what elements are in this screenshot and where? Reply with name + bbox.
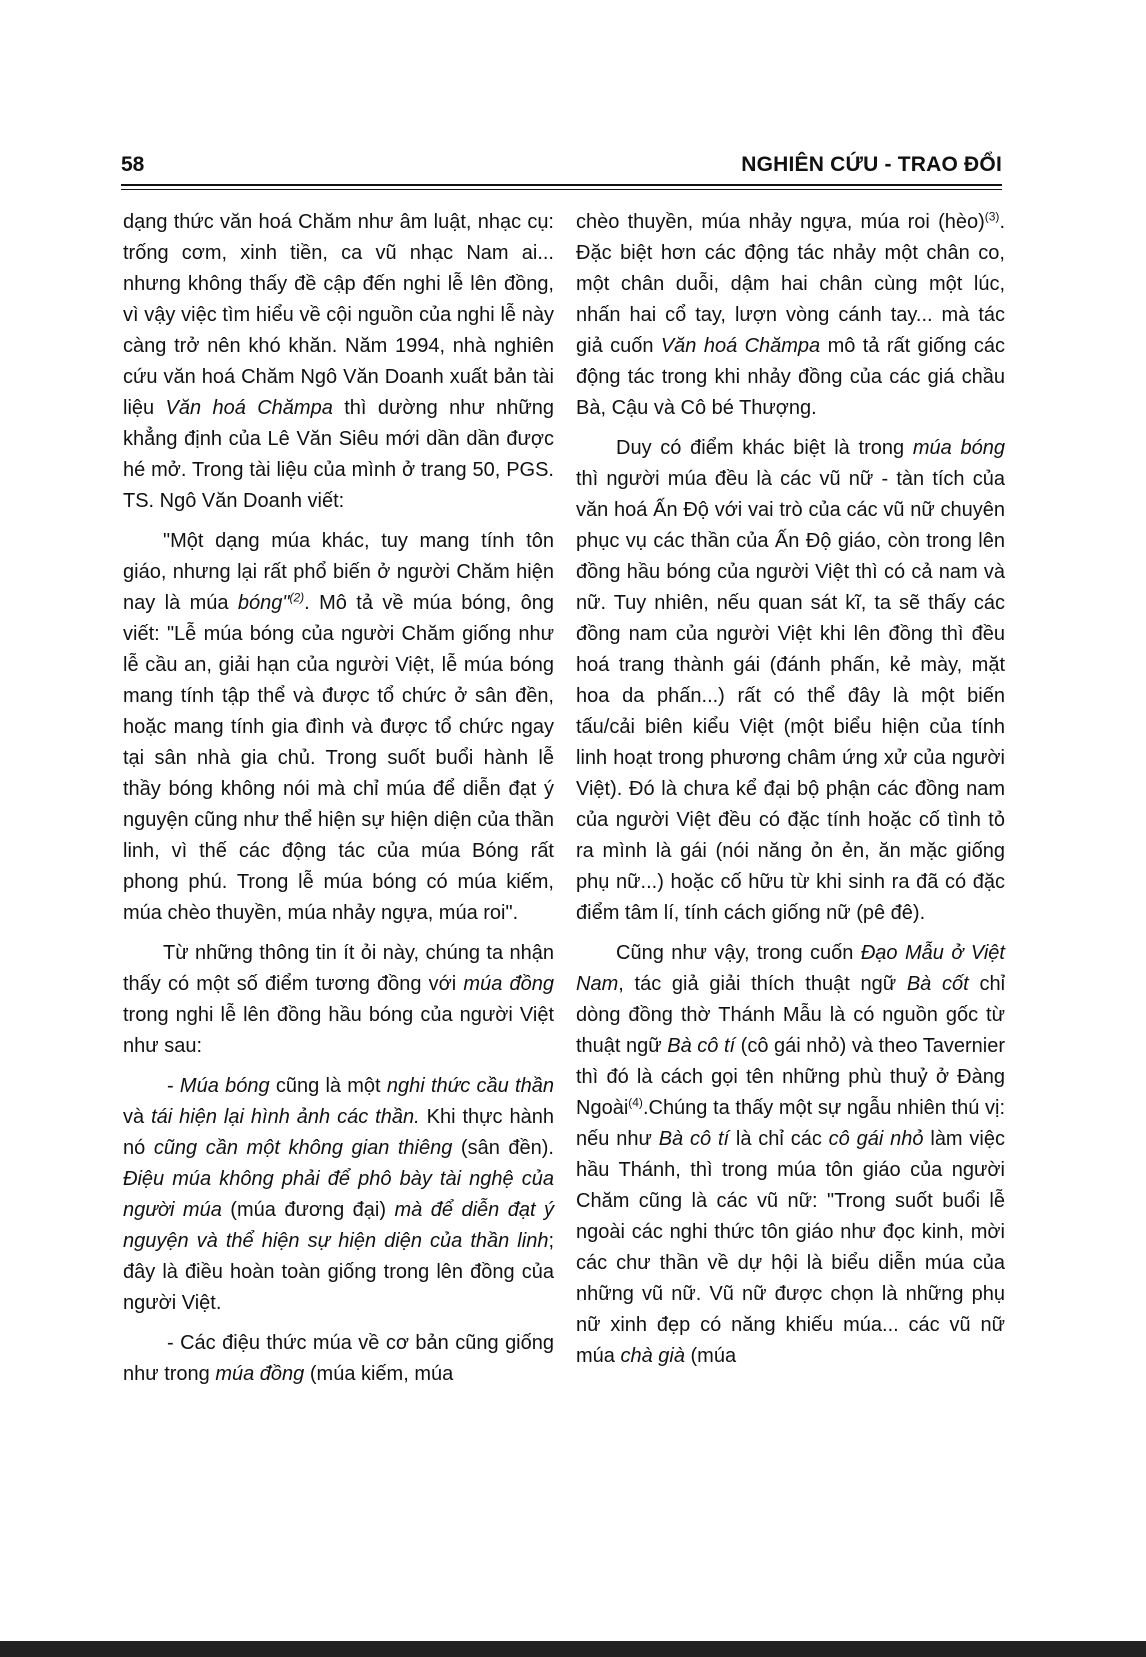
page-header <box>121 150 1002 186</box>
page-number: 58 <box>121 153 145 176</box>
text-run: thì người múa đều là các vũ nữ - tàn tích của văn hoá Ấn Độ với vai trò của các vũ nữ chuyên phục vụ các thần của Ấn Độ giáo, còn trong lên đồng hầu bóng của người Việt thì có cả nam và nữ. Tuy nhiên, nếu quan sát kĩ, ta sẽ thấy các đồng nam của người Việt khi lên đồng thì đều hoá trang thành gái (đánh phấn, kẻ mày, mặt hoa da phấn...) rất có thể đây là một biến tấu/cải biên kiểu Việt (một biểu hiện của tính linh hoạt trong phương châm ứng xử của người Việt). Đó là chưa kể đại bộ phận các đồng nam của người Việt đều có đặc tính hoặc cố tình tỏ ra mình là gái (nói năng ỏn ẻn, ăn mặc giống phụ nữ...) hoặc cố hữu từ khi sinh ra đã có đặc điểm tâm lí, tính cách giống nữ (pê đê). <box>576 468 1005 924</box>
emphasis-run: múa đồng <box>215 1363 305 1385</box>
text-run: Cũng như vậy, trong cuốn <box>616 942 861 964</box>
emphasis-run: Văn hoá Chămpa <box>660 335 821 357</box>
paragraph <box>576 433 1005 929</box>
text-run: mô tả rất giống các động tác trong khi nhảy đồng của các giá chầu Bà, Cậu và Cô bé Thượng. <box>576 335 1005 419</box>
emphasis-run: Bà cốt <box>906 973 969 995</box>
emphasis-run: tái hiện lại hình ảnh các thần. <box>151 1106 420 1128</box>
text-run: - Các điệu thức múa về cơ bản cũng giống như trong <box>123 1332 554 1385</box>
emphasis-run: Văn hoá Chămpa <box>165 397 333 419</box>
text-run: dạng thức văn hoá Chăm như âm luật, nhạc cụ: trống cơm, xinh tiền, ca vũ nhạc Nam ai... nhưng không thấy đề cập đến nghi lễ lên đồng, vì vậy việc tìm hiểu về cội nguồn của nghi lễ này càng trở nên khó khăn. Năm 1994, nhà nghiên cứu văn hoá Chăm Ngô Văn Doanh xuất bản tài liệu <box>123 211 554 419</box>
text-run: "Một dạng múa khác, tuy mang tính tôn giáo, nhưng lại rất phổ biến ở người Chăm hiện nay là múa <box>123 530 554 614</box>
emphasis-run: Điệu múa không phải để phô bày tài nghệ của người múa <box>123 1168 554 1221</box>
text-run: Duy có điểm khác biệt là trong <box>616 437 913 459</box>
left-column <box>123 207 554 1399</box>
emphasis-run: múa bóng <box>912 437 1005 459</box>
paragraph <box>576 938 1005 1372</box>
text-run: .Chúng ta thấy một sự ngẫu nhiên thú vị: nếu như <box>576 1097 1005 1150</box>
bottom-edge-band <box>0 1641 1146 1657</box>
emphasis-run: múa đồng <box>463 973 554 995</box>
text-run: (múa <box>684 1345 737 1367</box>
emphasis-run: mà để diễn đạt ý nguyện và thể hiện sự hiện diện của thần linh <box>123 1199 554 1252</box>
emphasis-run: cô gái nhỏ <box>828 1128 924 1150</box>
paragraph <box>123 938 554 1062</box>
text-run: Từ những thông tin ít ỏi này, chúng ta nhận thấy có một số điểm tương đồng với <box>123 942 554 995</box>
text-run: (sân đền). <box>452 1137 554 1159</box>
section-title: NGHIÊN CỨU - TRAO ĐỔI <box>741 153 1002 176</box>
footnote-reference: (3) <box>984 209 1000 224</box>
emphasis-run: nghi thức cầu thần <box>386 1075 554 1097</box>
text-run: (múa đương đại) <box>221 1199 395 1221</box>
paragraph <box>123 1328 554 1390</box>
text-run: là chỉ các <box>729 1128 829 1150</box>
text-run: và <box>123 1106 152 1128</box>
footnote-reference: (4) <box>628 1095 643 1110</box>
text-run: . Mô tả về múa bóng, ông viết: "Lễ múa bóng của người Chăm giống như lễ cầu an, giải hạn của người Việt, lễ múa bóng mang tính tập thể và được tổ chức ở sân đền, hoặc mang tính gia đình và được tổ chức ngay tại sân nhà gia chủ. Trong suốt buổi hành lễ thầy bóng không nói mà chỉ múa để diễn đạt ý nguyện cũng như thể hiện sự hiện diện của thần linh, vì thế các động tác của múa Bóng rất phong phú. Trong lễ múa bóng có múa kiếm, múa chèo thuyền, múa nhảy ngựa, múa roi". <box>123 592 554 924</box>
right-column <box>576 207 1005 1381</box>
text-run: Khi thực hành nó <box>123 1106 554 1159</box>
paragraph <box>123 526 554 929</box>
paragraph <box>123 1071 554 1319</box>
paragraph <box>576 207 1005 424</box>
emphasis-run: chà già <box>620 1345 685 1367</box>
text-run: chỉ dòng đồng thờ Thánh Mẫu là có nguồn gốc từ thuật ngữ <box>576 973 1006 1057</box>
footnote-reference: (2) <box>289 590 305 605</box>
header-rule-thin <box>121 189 1002 190</box>
emphasis-run: Đạo Mẫu ở Việt Nam <box>576 942 1005 995</box>
emphasis-run: bóng" <box>237 592 290 614</box>
text-run: . Đặc biệt hơn các động tác nhảy một chân co, một chân duỗi, dậm hai chân cùng một lúc, nhấn hai cổ tay, lượn vòng cánh tay... mà tác giả cuốn <box>576 211 1005 357</box>
header-rule-thick <box>121 184 1002 186</box>
text-run: cũng là một <box>269 1075 387 1097</box>
text-run: , tác giả giải thích thuật ngữ <box>618 973 907 995</box>
text-run: - <box>167 1075 180 1097</box>
text-run: ; đây là điều hoàn toàn giống trong lên đồng của người Việt. <box>123 1230 554 1314</box>
text-run: trong nghi lễ lên đồng hầu bóng của người Việt như sau: <box>123 1004 554 1057</box>
text-run: (cô gái nhỏ) và theo Tavernier thì đó là cách gọi tên những phù thuỷ ở Đàng Ngoài <box>576 1035 1005 1119</box>
emphasis-run: Bà cô tí <box>667 1035 736 1057</box>
paragraph <box>123 207 554 517</box>
text-run: (múa kiếm, múa <box>304 1363 454 1385</box>
emphasis-run: Múa bóng <box>179 1075 270 1097</box>
emphasis-run: Bà cô tí <box>658 1128 730 1150</box>
text-run: làm việc hầu Thánh, thì trong múa tôn giáo của người Chăm cũng là các vũ nữ: "Trong suốt buổi lễ ngoài các nghi thức tôn giáo như đọc kinh, mời các chư thần về dự hội là biểu diễn múa của những vũ nữ. Vũ nữ được chọn là những phụ nữ xinh đẹp có năng khiếu múa... các vũ nữ múa <box>576 1128 1005 1367</box>
emphasis-run: cũng cần một không gian thiêng <box>153 1137 453 1159</box>
text-run: chèo thuyền, múa nhảy ngựa, múa roi (hèo) <box>576 211 985 233</box>
text-run: thì dường như những khẳng định của Lê Văn Siêu mới dần dần được hé mở. Trong tài liệu của mình ở trang 50, PGS. TS. Ngô Văn Doanh viết: <box>123 397 554 512</box>
